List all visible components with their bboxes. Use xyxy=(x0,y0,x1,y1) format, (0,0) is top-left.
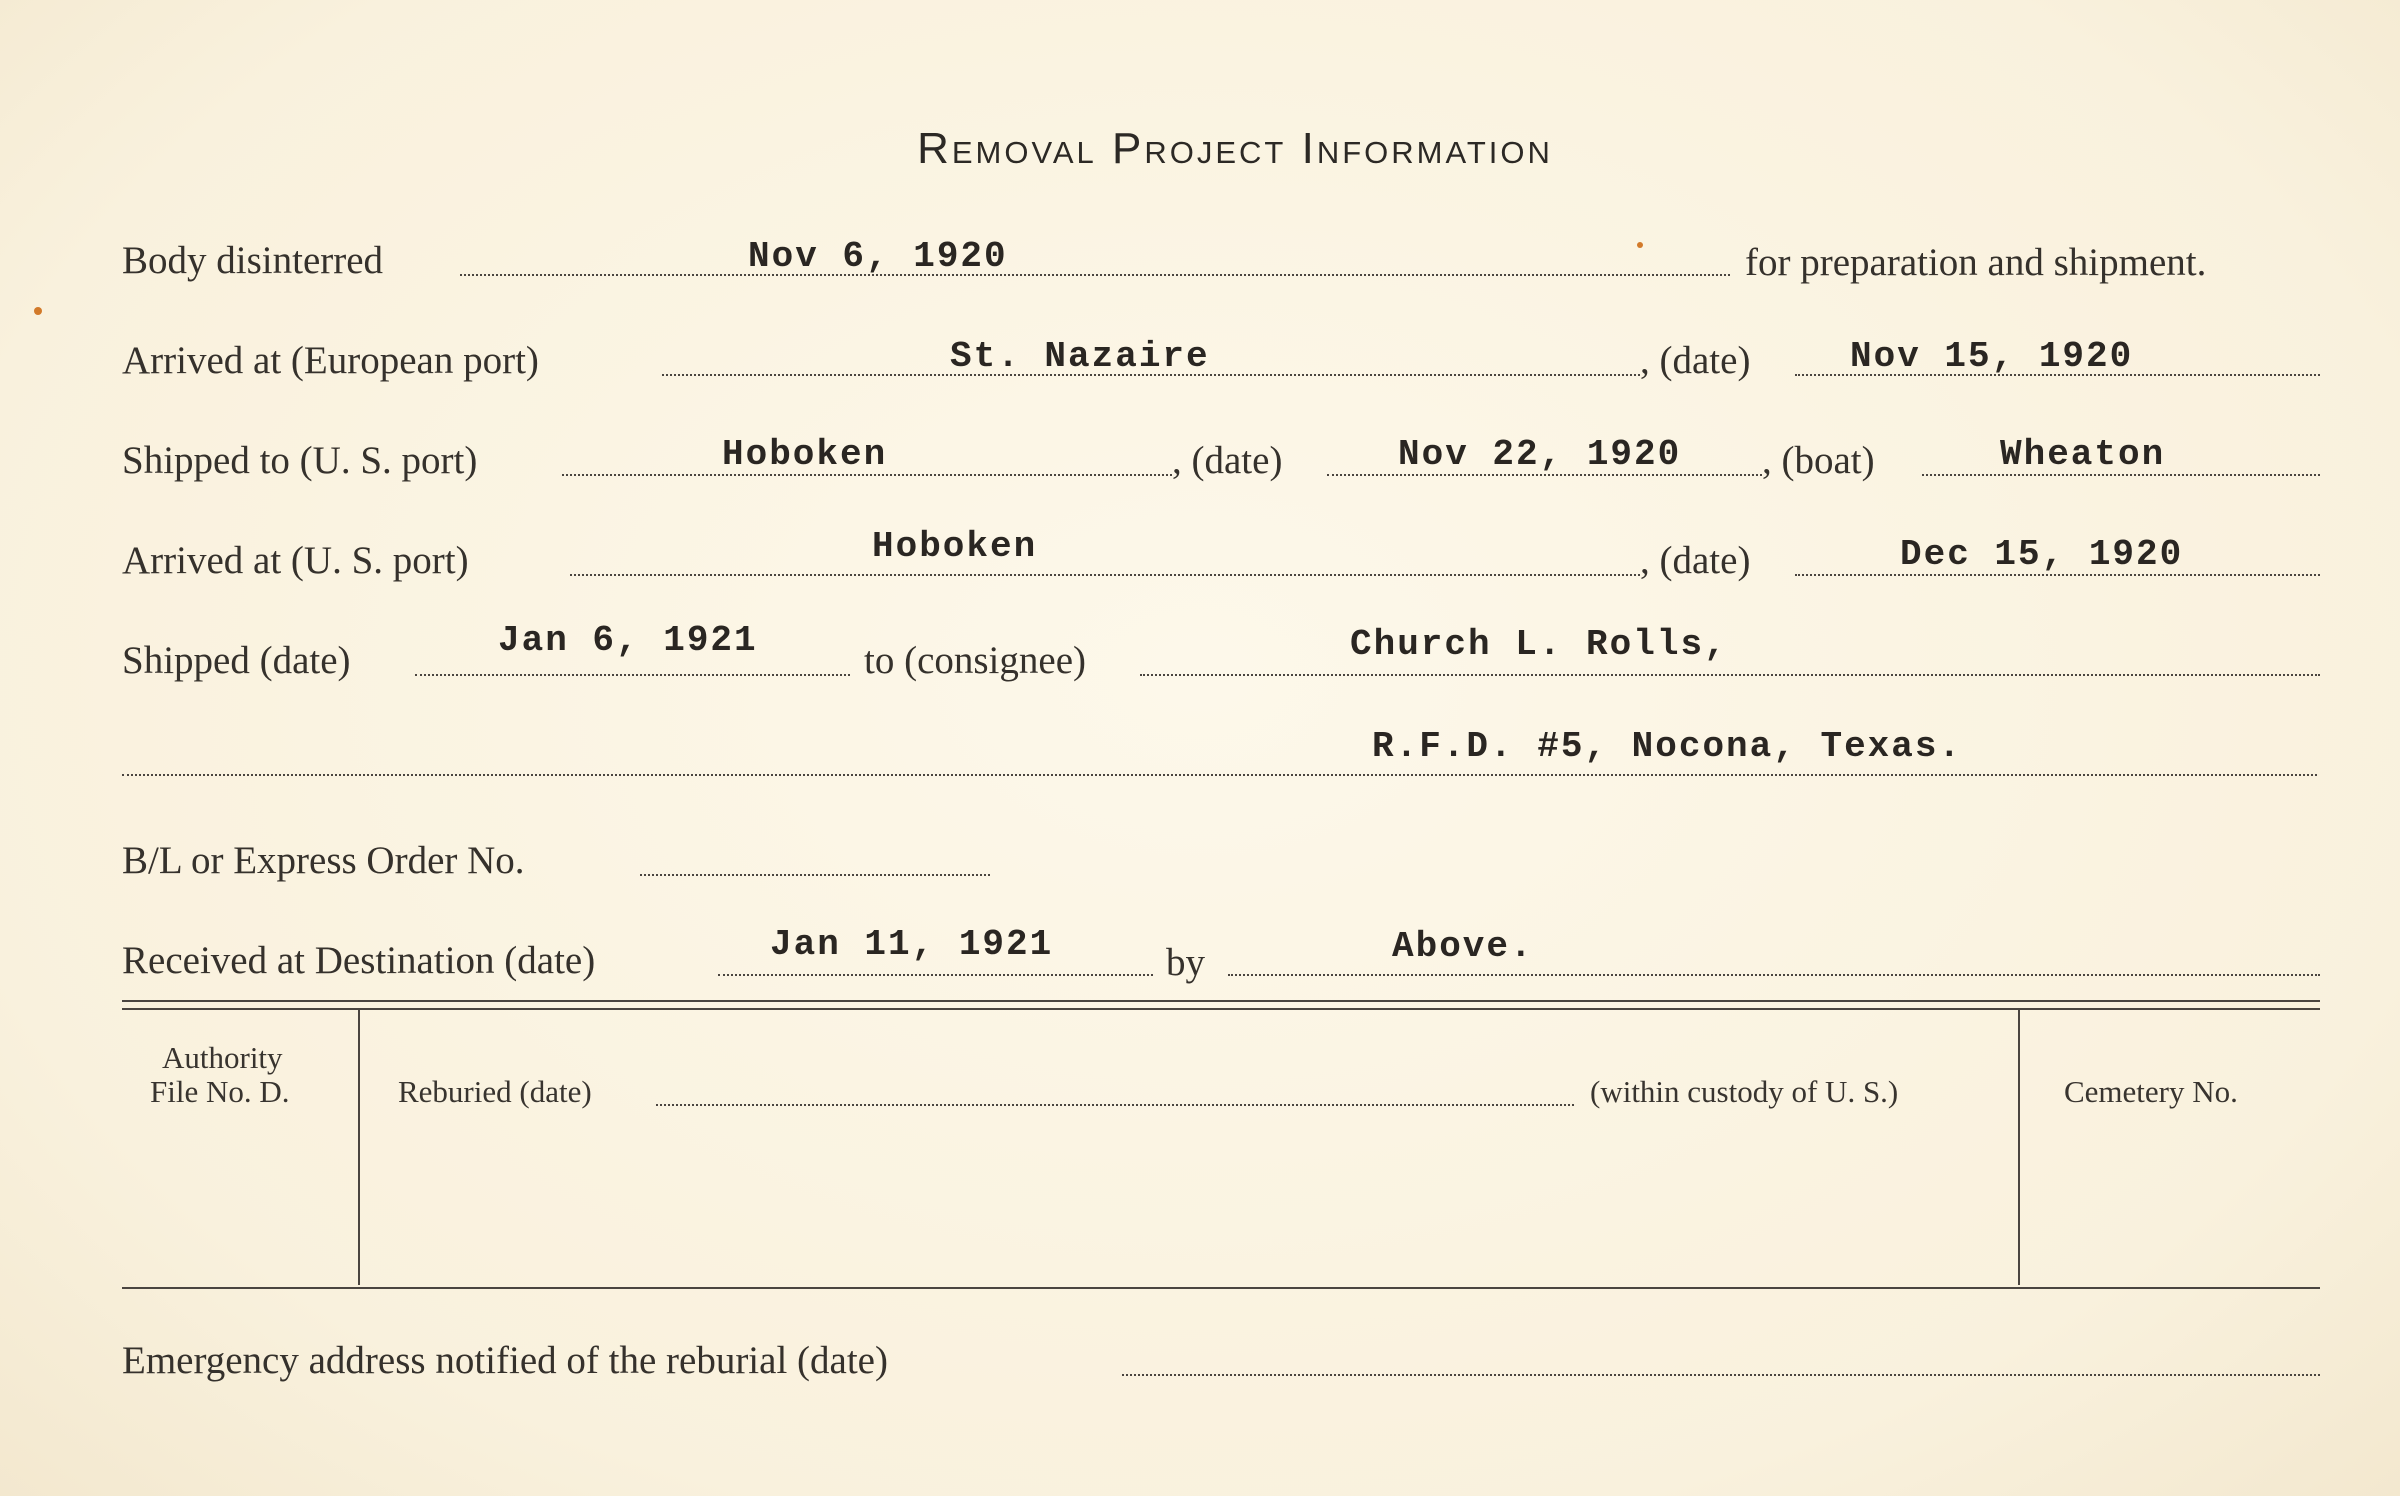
received-label: Received at Destination (date) xyxy=(122,939,596,982)
body-disinterred-label: Body disinterred xyxy=(122,239,384,282)
bl-order-line xyxy=(640,874,990,876)
authority-label-line2: File No. D. xyxy=(150,1074,290,1109)
box-bottom-rule xyxy=(122,1287,2320,1289)
authority-label-line1: Authority xyxy=(162,1040,283,1075)
page-title: Removal Project Information xyxy=(917,124,1553,173)
emergency-label: Emergency address notified of the reburial (date) xyxy=(122,1339,888,1382)
reburied-line xyxy=(656,1104,1574,1106)
emergency-line xyxy=(1122,1374,2320,1376)
arrived-european-date-label: , (date) xyxy=(1640,339,1751,382)
address-line xyxy=(122,774,2317,776)
shipped-date: Jan 6, 1921 xyxy=(498,620,758,661)
shipped-us-boat: Wheaton xyxy=(2000,434,2166,475)
consignee-line xyxy=(1140,674,2320,676)
custody-label: (within custody of U. S.) xyxy=(1590,1074,1899,1109)
reburied-label: Reburied (date) xyxy=(398,1074,592,1109)
body-disinterred-value: Nov 6, 1920 xyxy=(748,236,1008,277)
body-disinterred-suffix: for preparation and shipment. xyxy=(1745,241,2207,284)
arrived-european-label: Arrived at (European port) xyxy=(122,339,539,382)
consignee-name: Church L. Rolls, xyxy=(1350,624,1728,665)
arrived-us-label: Arrived at (U. S. port) xyxy=(122,539,469,582)
shipped-us-date-label: , (date) xyxy=(1172,439,1283,482)
received-date: Jan 11, 1921 xyxy=(770,924,1054,965)
shipped-us-port: Hoboken xyxy=(722,434,888,475)
ink-mark xyxy=(1637,242,1643,248)
shipped-us-boat-label: , (boat) xyxy=(1762,439,1875,482)
box-divider-right xyxy=(2018,1010,2020,1285)
arrived-us-port: Hoboken xyxy=(872,526,1038,567)
bl-order-label: B/L or Express Order No. xyxy=(122,839,525,882)
box-top-rule xyxy=(122,1000,2320,1002)
received-date-line xyxy=(718,974,1153,976)
cemetery-label: Cemetery No. xyxy=(2064,1074,2238,1109)
arrived-european-date: Nov 15, 1920 xyxy=(1850,336,2134,377)
ink-mark xyxy=(34,307,42,315)
received-by: Above. xyxy=(1392,926,1534,967)
consignee-address: R.F.D. #5, Nocona, Texas. xyxy=(1372,726,1963,767)
arrived-european-port: St. Nazaire xyxy=(950,336,1210,377)
shipped-date-line xyxy=(415,674,850,676)
arrived-us-line xyxy=(570,574,1640,576)
shipped-us-label: Shipped to (U. S. port) xyxy=(122,439,478,482)
box-divider-left xyxy=(358,1010,360,1285)
shipped-us-date: Nov 22, 1920 xyxy=(1398,434,1682,475)
box-top-rule-inner xyxy=(122,1008,2320,1010)
received-by-line xyxy=(1228,974,2320,976)
body-disinterred-line xyxy=(460,274,1730,276)
arrived-us-date: Dec 15, 1920 xyxy=(1900,534,2184,575)
received-by-label: by xyxy=(1166,941,1205,984)
shipped-label: Shipped (date) xyxy=(122,639,351,682)
arrived-us-date-label: , (date) xyxy=(1640,539,1751,582)
consignee-label: to (consignee) xyxy=(864,639,1087,682)
